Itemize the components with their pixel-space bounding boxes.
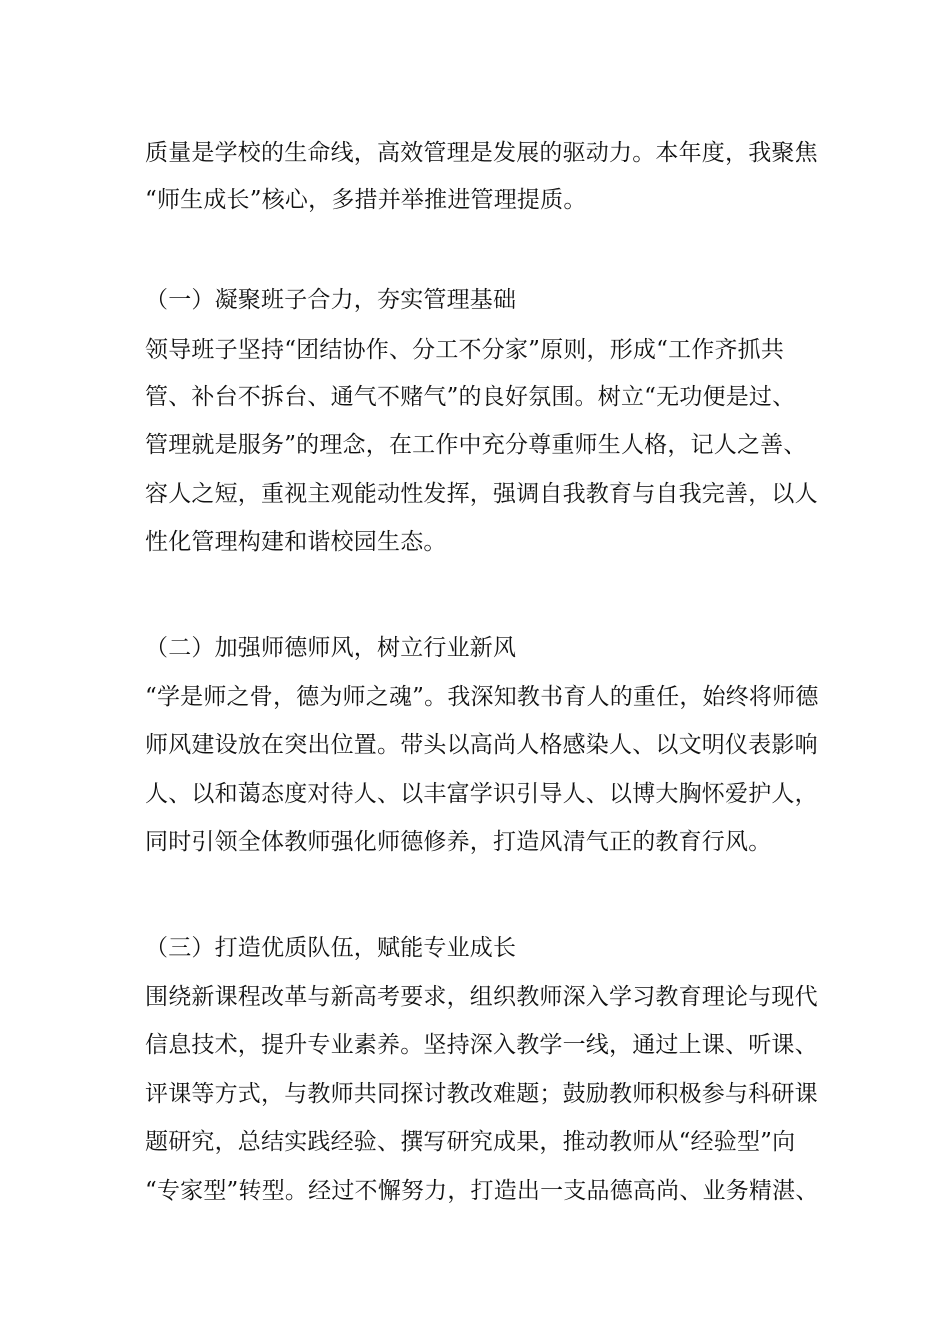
paragraph-line: 师风建设放在突出位置。带头以高尚人格感染人、以文明仪表影响 [145,732,818,758]
paragraph-line: “学是师之骨，德为师之魂”。我深知教书育人的重任，始终将师德 [145,684,819,710]
paragraph-line: “专家型”转型。经过不懈努力，打造出一支品德高尚、业务精湛、 [145,1178,819,1204]
paragraph-line: 领导班子坚持“团结协作、分工不分家”原则，形成“工作齐抓共 [145,337,785,363]
paragraph-line: 题研究，总结实践经验、撰写研究成果，推动教师从“经验型”向 [145,1129,796,1155]
section-heading: （三）打造优质队伍，赋能专业成长 [145,935,517,961]
paragraph-line: 信息技术，提升专业素养。坚持深入教学一线，通过上课、听课、 [145,1032,818,1058]
paragraph-line: 性化管理构建和谐校园生态。 [145,529,447,555]
section-heading: （一）凝聚班子合力，夯实管理基础 [145,287,517,313]
intro-line: 质量是学校的生命线，高效管理是发展的驱动力。本年度，我聚焦 [145,140,818,166]
paragraph-line: 人、以和蔼态度对待人、以丰富学识引导人、以博大胸怀爱护人， [145,781,818,807]
paragraph-line: 管、补台不拆台、通气不赌气”的良好氛围。树立“无功便是过、 [145,384,796,410]
intro-line: “师生成长”核心，多措并举推进管理提质。 [145,187,587,213]
paragraph-line: 管理就是服务”的理念，在工作中充分尊重师生人格，记人之善、 [145,432,807,458]
section-heading: （二）加强师德师风，树立行业新风 [145,635,517,661]
paragraph-line: 评课等方式，与教师共同探讨教改难题；鼓励教师积极参与科研课 [145,1081,818,1107]
paragraph-line: 容人之短，重视主观能动性发挥，强调自我教育与自我完善，以人 [145,481,818,507]
paragraph-line: 同时引领全体教师强化师德修养，打造风清气正的教育行风。 [145,829,772,855]
paragraph-line: 围绕新课程改革与新高考要求，组织教师深入学习教育理论与现代 [145,984,818,1010]
